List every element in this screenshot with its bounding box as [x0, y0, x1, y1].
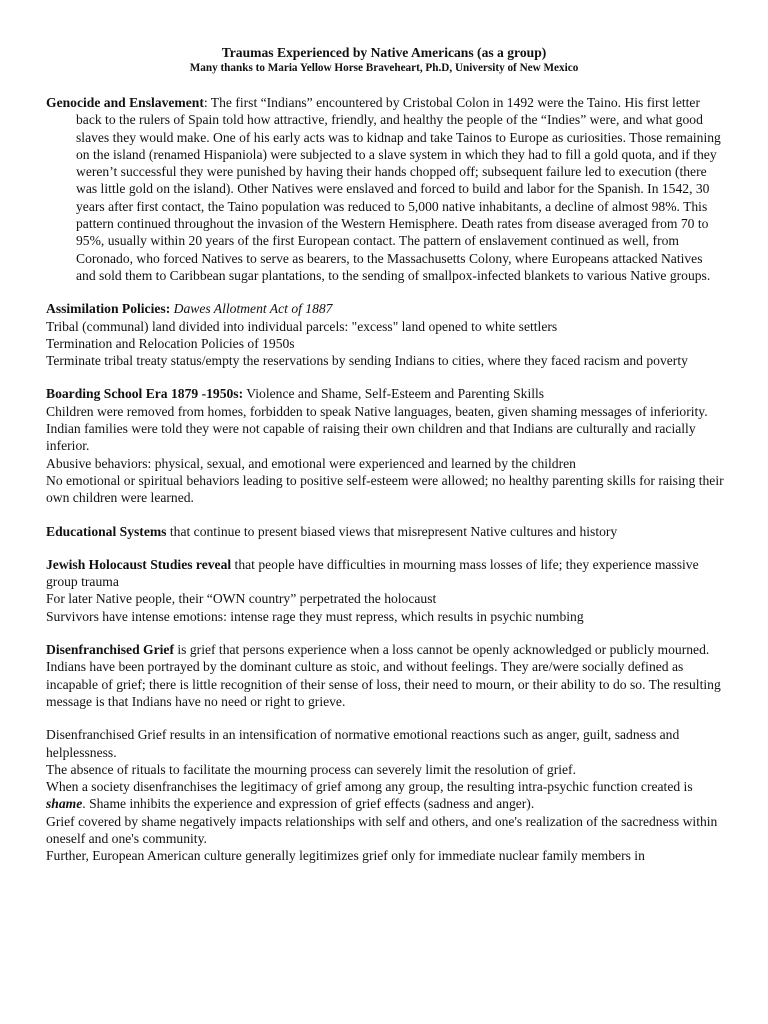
effects-line: The absence of rituals to facilitate the mourning process can severely limit the resolution of grief.: [46, 761, 576, 777]
section-disenfranchised-grief: [46, 641, 724, 710]
boarding-line: Indian families were told they were not capable of raising their own children and that Indians are culturally and racially inferior.: [46, 421, 696, 454]
assimilation-line: Terminate tribal treaty status/empty the reservations by sending Indians to cities, where they faced racism and poverty: [46, 353, 688, 369]
educational-text: that continue to present biased views that misrepresent Native cultures and history: [166, 523, 618, 539]
boarding-line: Children were removed from homes, forbidden to speak Native languages, beaten, given shaming messages of inferiority.: [46, 403, 708, 419]
holocaust-line: Survivors have intense emotions: intense rage they must repress, which results in psychic numbing: [46, 608, 584, 624]
shame-emphasis: shame: [46, 796, 83, 812]
effects-line: Disenfranchised Grief results in an intensification of normative emotional reactions such as anger, guilt, sadness and helplessness.: [46, 727, 680, 760]
holocaust-heading: Jewish Holocaust Studies reveal: [46, 556, 232, 572]
genocide-heading: Genocide and Enslavement: [46, 95, 204, 110]
effects-line: Grief covered by shame negatively impacts relationships with self and others, and one's realization of the sacredness within oneself and one's community.: [46, 813, 718, 846]
disenfranchised-paragraph: [46, 641, 724, 710]
disenfranchised-text: is grief that persons experience when a loss cannot be openly acknowledged or publicly mourned. Indians have been portrayed by the dominant culture as stoic, and without feelings. They are/were socially defined as incapable of grief; there is little recognition of their sense of loss, their need to mourn, or their ability to do so. The resulting message is that Indians have no need or right to grieve.: [46, 642, 721, 709]
section-grief-effects: [46, 726, 724, 864]
section-assimilation: [46, 300, 724, 369]
section-educational: [46, 523, 724, 540]
boarding-heading: Boarding School Era 1879 -1950s:: [46, 386, 244, 402]
section-genocide: [46, 94, 724, 284]
effects-line: Further, European American culture generally legitimizes grief only for immediate nuclear family members in: [46, 848, 645, 864]
educational-paragraph: [46, 523, 724, 540]
boarding-line: Abusive behaviors: physical, sexual, and emotional were experienced and learned by the children: [46, 455, 576, 471]
effects-line3-start: When a society disenfranchises the legitimacy of grief among any group, the resulting intra-psychic function created is: [46, 779, 693, 795]
document-title: Traumas Experienced by Native Americans (as a group): [221, 45, 547, 60]
disenfranchised-heading: Disenfranchised Grief: [46, 642, 174, 658]
document-body: [46, 94, 724, 881]
assimilation-line: Tribal (communal) land divided into individual parcels: "excess" land opened to white settlers: [46, 318, 558, 334]
educational-heading: Educational Systems: [46, 523, 167, 539]
assimilation-subheading: Dawes Allotment Act of 1887: [173, 301, 333, 317]
genocide-text: : The first “Indians” encountered by Cristobal Colon in 1492 were the Taino. His first letter back to the rulers of Spain told how attractive, friendly, and healthy the people of the “Indies” were, and what good slaves they would make. One of his early acts was to kidnap and take Tainos to Europe as curiosities. Those remaining on the island (renamed Hispaniola) were subjected to a slave system in which they had to fill a gold quota, and if they weren’t successful they were punished by having their hands chopped off; subsequent failure led to execution (there was little gold on the island). Other Natives were enslaved and forced to build and labor for the Spanish. In 1542, 30 years after first contact, the Taino population was reduced to 5,000 native inhabitants, a decline of almost 98%. This pattern continued throughout the invasion of the Western Hemisphere. Death rates from disease averaged from 70 to 95%, usually within 20 years of the first European contact. The pattern of enslavement continued as well, from Coronado, who forced Natives to serve as bearers, to the Massachusetts Colony, where Europeans attacked Natives and sold them to Caribbean sugar plantations, to the sending of smallpox-infected blankets to various Native groups.: [76, 95, 721, 283]
holocaust-paragraph: [46, 556, 724, 591]
holocaust-text: that people have difficulties in mourning mass losses of life; they experience massive group trauma: [46, 556, 699, 590]
assimilation-title-line: [46, 300, 724, 317]
effects-line: [46, 778, 724, 813]
section-holocaust: [46, 556, 724, 625]
assimilation-heading: Assimilation Policies:: [46, 301, 171, 317]
holocaust-line: For later Native people, their “OWN country” perpetrated the holocaust: [46, 591, 437, 607]
boarding-line: No emotional or spiritual behaviors leading to positive self-esteem were allowed; no healthy parenting skills for raising their own children were learned.: [46, 472, 724, 506]
document-subtitle: Many thanks to Maria Yellow Horse Braveheart, Ph.D, University of New Mexico: [189, 62, 579, 74]
section-boarding-school: [46, 385, 724, 506]
document-header: [0, 44, 768, 76]
genocide-paragraph: [46, 94, 724, 284]
boarding-heading-rest: Violence and Shame, Self-Esteem and Parenting Skills: [243, 386, 545, 402]
effects-line3-end: . Shame inhibits the experience and expression of grief effects (sadness and anger).: [82, 796, 535, 812]
boarding-title-line: [46, 385, 724, 402]
assimilation-line: Termination and Relocation Policies of 1950s: [46, 335, 295, 351]
